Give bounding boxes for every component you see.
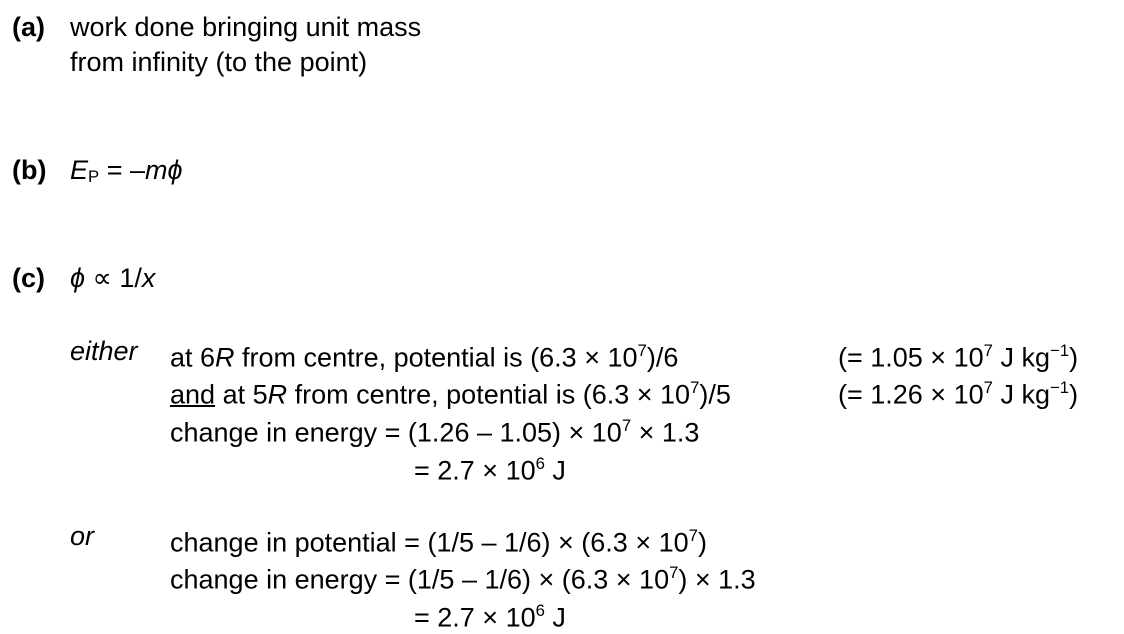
exponent: 6 xyxy=(535,601,545,620)
either-line-1 xyxy=(170,335,678,373)
equals-minus: = – xyxy=(99,155,145,185)
text-segment: )/6 xyxy=(646,342,679,373)
part-b-label: (b) xyxy=(12,155,47,185)
either-line-3 xyxy=(170,410,699,448)
radius-symbol: R xyxy=(267,379,288,410)
either-label: either xyxy=(70,336,138,366)
text-segment: ) xyxy=(1069,342,1079,373)
text-segment: = 2.7 × 10 xyxy=(414,455,536,486)
text-segment: )/5 xyxy=(699,379,731,410)
exponent: 7 xyxy=(983,341,993,360)
exponent: 7 xyxy=(637,341,647,360)
radius-symbol: R xyxy=(215,342,235,373)
text-segment: = 2.7 × 10 xyxy=(414,602,536,633)
exponent: 7 xyxy=(669,563,679,582)
exponent: 7 xyxy=(690,378,700,397)
exponent: −1 xyxy=(1049,341,1070,360)
energy-subscript: P xyxy=(88,167,100,186)
text-segment: from centre, potential is (6.3 × 10 xyxy=(234,342,638,373)
either-result-2 xyxy=(838,372,1078,410)
part-c-label: (c) xyxy=(12,263,45,293)
either-result-energy xyxy=(414,448,566,486)
exponent: 7 xyxy=(621,416,632,435)
phi-symbol: ϕ xyxy=(167,155,183,185)
either-line-2 xyxy=(170,372,731,410)
text-segment: (= 1.26 × 10 xyxy=(838,379,984,410)
text-segment: ) xyxy=(697,527,707,558)
mass-symbol: m xyxy=(144,155,168,185)
text-segment: ) × 1.3 xyxy=(678,564,756,595)
or-label: or xyxy=(70,521,95,551)
part-a-line-2: from infinity (to the point) xyxy=(70,47,368,77)
text-segment: at 5 xyxy=(215,379,268,410)
either-result-1 xyxy=(838,335,1078,373)
text-segment: at 6 xyxy=(170,342,216,373)
proportional-text: ∝ 1/ xyxy=(85,263,142,293)
text-segment: ) xyxy=(1069,379,1079,410)
text-segment: J xyxy=(544,455,566,486)
part-a-label: (a) xyxy=(12,12,45,42)
part-a-line-1: work done bringing unit mass xyxy=(70,12,422,42)
text-segment: × 1.3 xyxy=(631,417,700,448)
or-line-1 xyxy=(170,520,707,558)
or-result-energy xyxy=(414,595,566,633)
text-segment: J kg xyxy=(992,342,1050,373)
part-c-proportionality xyxy=(70,262,155,294)
phi-symbol: ϕ xyxy=(70,263,86,293)
exponent: 7 xyxy=(983,378,993,397)
exponent: 7 xyxy=(688,526,698,545)
part-b-equation xyxy=(70,154,183,193)
text-segment: from centre, potential is (6.3 × 10 xyxy=(287,379,691,410)
energy-symbol: E xyxy=(70,155,89,185)
exponent: −1 xyxy=(1049,378,1070,397)
text-segment: change in potential = (1/5 – 1/6) × (6.3 × 10 xyxy=(170,527,689,558)
text-segment: (= 1.05 × 10 xyxy=(838,342,984,373)
x-symbol: x xyxy=(141,263,156,293)
text-segment: change in energy = (1.26 – 1.05) × 10 xyxy=(170,417,622,448)
text-segment: J kg xyxy=(992,379,1050,410)
exponent: 6 xyxy=(535,454,545,473)
and-underlined: and xyxy=(170,379,216,410)
text-segment: change in energy = (1/5 – 1/6) × (6.3 × 10 xyxy=(170,564,670,595)
text-segment: J xyxy=(544,602,566,633)
or-line-2 xyxy=(170,557,756,595)
